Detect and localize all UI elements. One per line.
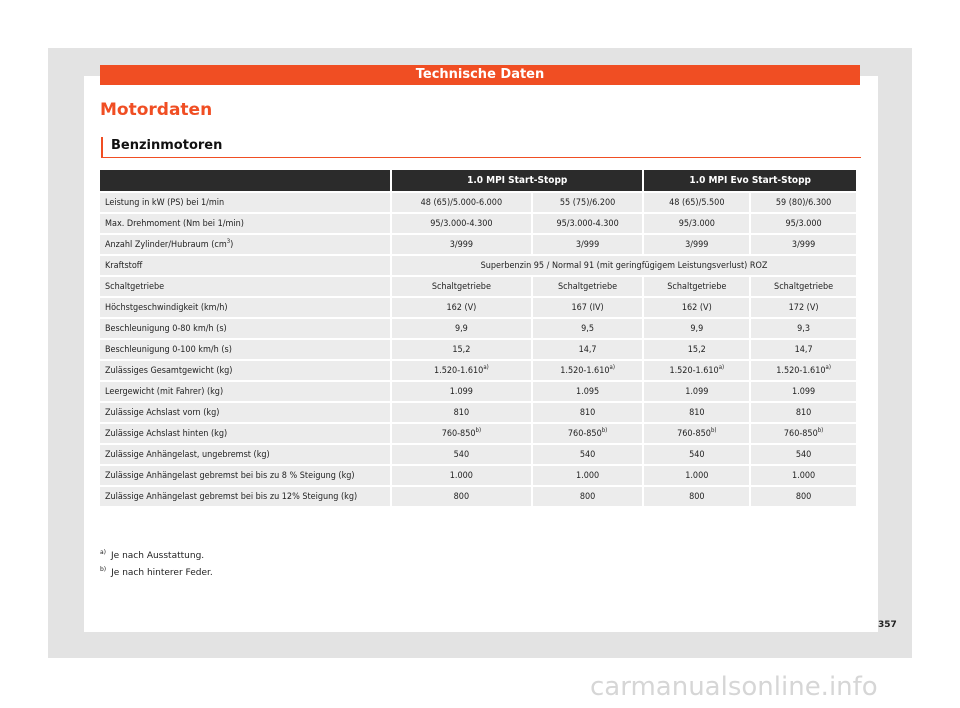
table-cell: 48 (65)/5.000-6.000 <box>392 193 531 212</box>
table-row <box>100 319 856 338</box>
table-cell: 162 (V) <box>644 298 749 317</box>
table-cell: 167 (IV) <box>533 298 643 317</box>
table-header-row <box>100 170 856 191</box>
table-cell: 1.000 <box>392 466 531 485</box>
table-cell: 3/999 <box>392 235 531 254</box>
footnote-ref: a) <box>483 363 489 371</box>
table-cell: 540 <box>751 445 856 464</box>
row-label: Höchstgeschwindigkeit (km/h) <box>100 298 390 317</box>
table-cell-merged: Superbenzin 95 / Normal 91 (mit geringfügigem Leistungsverlust) ROZ <box>392 256 856 275</box>
table-cell: 810 <box>644 403 749 422</box>
footnote-b <box>100 565 213 582</box>
column-header-mpi-evo: 1.0 MPI Evo Start-Stopp <box>644 170 856 191</box>
footnote-ref: a) <box>825 363 831 371</box>
table-cell: 810 <box>392 403 531 422</box>
table-cell: 95/3.000-4.300 <box>533 214 643 233</box>
footnote-ref: b) <box>601 426 608 434</box>
subsection-title: Benzinmotoren <box>111 138 223 153</box>
row-label: Zulässiges Gesamtgewicht (kg) <box>100 361 390 380</box>
table-cell: 810 <box>533 403 643 422</box>
table-row <box>100 214 856 233</box>
row-label: Zulässige Anhängelast, ungebremst (kg) <box>100 445 390 464</box>
table-cell: 810 <box>751 403 856 422</box>
table-cell: 95/3.000-4.300 <box>392 214 531 233</box>
table-cell: Schaltgetriebe <box>392 277 531 296</box>
table-cell: 48 (65)/5.500 <box>644 193 749 212</box>
table-row <box>100 445 856 464</box>
row-label: Anzahl Zylinder/Hubraum $(cm^3)$ <box>100 235 390 254</box>
table-row <box>100 487 856 506</box>
table-cell: 1.099 <box>644 382 749 401</box>
table-cell: 1.520-1.610$^{a)}$ <box>751 361 856 380</box>
table-row <box>100 424 856 443</box>
footnote-mark: a) <box>100 549 107 556</box>
footnote-ref: b) <box>710 426 717 434</box>
table-row <box>100 382 856 401</box>
table-cell: 14,7 <box>533 340 643 359</box>
table-cell: 540 <box>533 445 643 464</box>
table-cell: 14,7 <box>751 340 856 359</box>
table-cell: 9,9 <box>392 319 531 338</box>
row-label: Leergewicht (mit Fahrer) (kg) <box>100 382 390 401</box>
table-cell: 95/3.000 <box>751 214 856 233</box>
footnote-ref: a) <box>718 363 725 371</box>
footnote-a <box>100 548 213 565</box>
table-cell: 95/3.000 <box>644 214 749 233</box>
table-cell: 1.520-1.610$^{a)}$ <box>533 361 643 380</box>
row-label: Zulässige Achslast hinten (kg) <box>100 424 390 443</box>
table-cell: 760-850$^{b)}$ <box>751 424 856 443</box>
subsection-heading <box>101 137 861 158</box>
table-row <box>100 193 856 212</box>
table-cell: 9,9 <box>644 319 749 338</box>
table-cell: 15,2 <box>392 340 531 359</box>
table-cell: 1.095 <box>533 382 643 401</box>
watermark: carmanualsonline.info <box>590 672 878 702</box>
table-cell: 540 <box>392 445 531 464</box>
page-number: 357 <box>878 620 897 630</box>
table-row <box>100 256 856 275</box>
table-cell: 162 (V) <box>392 298 531 317</box>
table-cell: Schaltgetriebe <box>644 277 749 296</box>
row-label: Leistung in kW (PS) bei 1/min <box>100 193 390 212</box>
engine-data-table <box>98 168 858 508</box>
table-cell: Schaltgetriebe <box>533 277 643 296</box>
table-cell: 540 <box>644 445 749 464</box>
table-cell: 1.000 <box>644 466 749 485</box>
table-header-empty <box>100 170 390 191</box>
table-row <box>100 235 856 254</box>
table-cell: 800 <box>644 487 749 506</box>
table-row <box>100 361 856 380</box>
table-cell: 172 (V) <box>751 298 856 317</box>
footnotes <box>100 548 213 582</box>
footnote-text: Je nach hinterer Feder. <box>111 568 213 578</box>
table-cell: 800 <box>533 487 643 506</box>
table-cell: 3/999 <box>751 235 856 254</box>
table-cell: 1.099 <box>392 382 531 401</box>
table-cell: 1.099 <box>751 382 856 401</box>
row-label: Max. Drehmoment (Nm bei 1/min) <box>100 214 390 233</box>
footnote-text: Je nach Ausstattung. <box>111 551 205 561</box>
table-row <box>100 340 856 359</box>
table-cell: 9,3 <box>751 319 856 338</box>
table-cell: 760-850$^{b)}$ <box>533 424 643 443</box>
footnote-ref: b) <box>817 426 824 434</box>
footnote-ref: a) <box>609 363 615 371</box>
table-cell: 760-850$^{b)}$ <box>392 424 531 443</box>
table-cell: 3/999 <box>644 235 749 254</box>
footnote-mark: b) <box>100 566 107 573</box>
table-cell: 55 (75)/6.200 <box>533 193 643 212</box>
table-cell: 760-850$^{b)}$ <box>644 424 749 443</box>
row-label: Schaltgetriebe <box>100 277 390 296</box>
column-header-mpi: 1.0 MPI Start-Stopp <box>392 170 642 191</box>
table-row <box>100 298 856 317</box>
table-cell: 1.000 <box>751 466 856 485</box>
table-cell: 1.000 <box>533 466 643 485</box>
table-cell: 3/999 <box>533 235 643 254</box>
table-row <box>100 466 856 485</box>
table-cell: 15,2 <box>644 340 749 359</box>
footnote-ref: b) <box>475 426 482 434</box>
table-cell: 9,5 <box>533 319 643 338</box>
row-label: Zulässige Achslast vorn (kg) <box>100 403 390 422</box>
table-row <box>100 403 856 422</box>
table-cell: 59 (80)/6.300 <box>751 193 856 212</box>
table-cell: Schaltgetriebe <box>751 277 856 296</box>
row-label: Beschleunigung 0-80 km/h (s) <box>100 319 390 338</box>
table-cell: 1.520-1.610$^{a)}$ <box>644 361 749 380</box>
section-title: Motordaten <box>100 100 213 120</box>
table-cell: 800 <box>392 487 531 506</box>
row-label: Zulässige Anhängelast gebremst bei bis zu 12% Steigung (kg) <box>100 487 390 506</box>
row-label: Kraftstoff <box>100 256 390 275</box>
row-label: Zulässige Anhängelast gebremst bei bis zu 8 % Steigung (kg) <box>100 466 390 485</box>
table-cell: 800 <box>751 487 856 506</box>
table-cell: 1.520-1.610$^{a)}$ <box>392 361 531 380</box>
table-row <box>100 277 856 296</box>
row-label: Beschleunigung 0-100 km/h (s) <box>100 340 390 359</box>
chapter-header: Technische Daten <box>100 65 860 85</box>
